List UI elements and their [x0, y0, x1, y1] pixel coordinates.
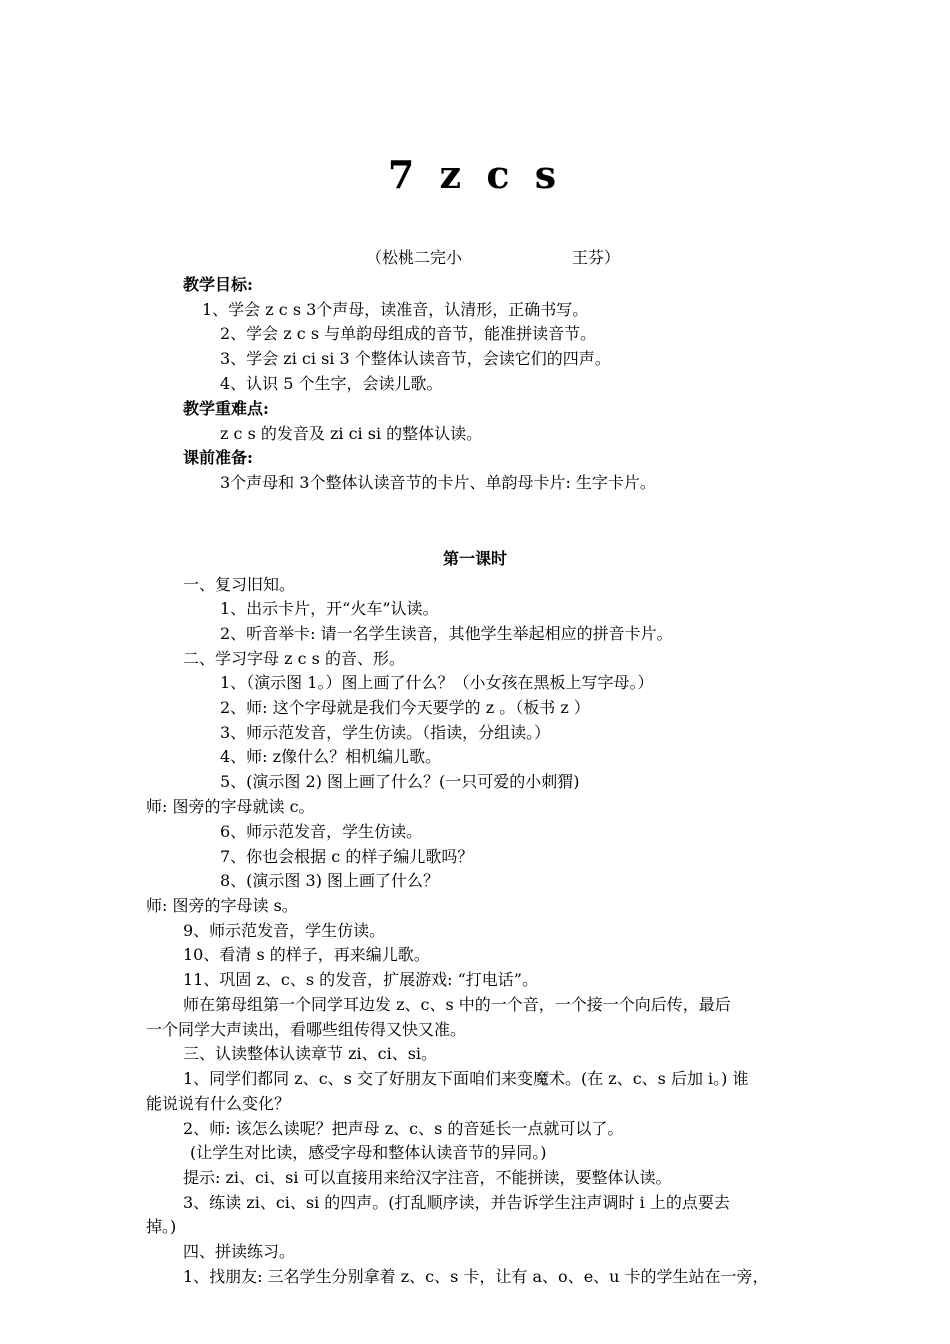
preparation-text: 3个声母和 3个整体认读音节的卡片、单韵母卡片: 生字卡片。 — [220, 473, 656, 492]
lesson-heading: 第一课时 — [442, 549, 507, 568]
body-line: 5、(演示图 2) 图上画了什么？(一只可爱的小刺猬) — [220, 772, 580, 791]
byline-school: （松桃二完小 — [366, 248, 463, 267]
body-line: 7、你也会根据 c 的样子编儿歌吗？ — [220, 847, 474, 866]
body-line: 9、师示范发音，学生仿读。 — [183, 921, 386, 940]
goal-item: 4、认识 5 个生字，会读儿歌。 — [220, 374, 443, 393]
key-points-text: z c s 的发音及 zi ci si 的整体认读。 — [220, 424, 483, 443]
body-line: 师: 图旁的字母就读 c。 — [146, 797, 315, 816]
body-line: 师: 图旁的字母读 s。 — [146, 896, 298, 915]
body-line: 提示: zi、ci、si 可以直接用来给汉字注音，不能拼读，要整体认读。 — [183, 1168, 672, 1187]
body-line: 8、(演示图 3) 图上画了什么？ — [220, 871, 440, 890]
goal-item: 3、学会 zi ci si 3 个整体认读音节，会读它们的四声。 — [220, 349, 611, 368]
body-line: (让学生对比读，感受字母和整体认读音节的异同。) — [190, 1143, 547, 1162]
body-line: 师在第母组第一个同学耳边发 z、c、s 中的一个音，一个接一个向后传，最后 — [183, 995, 731, 1014]
goals-heading: 教学目标: — [183, 275, 253, 294]
body-line: 一、复习旧知。 — [183, 575, 296, 594]
page-title: 7 z c s — [387, 152, 563, 197]
body-line: 能说说有什么变化？ — [146, 1094, 291, 1113]
body-line: 1、（演示图 1。）图上画了什么？（小女孩在黑板上写字母。） — [220, 673, 654, 692]
body-line: 四、拼读练习。 — [183, 1242, 296, 1261]
body-line: 掉。) — [146, 1217, 177, 1236]
body-line: 3、师示范发音，学生仿读。（指读，分组读。） — [220, 723, 551, 742]
body-line: 1、找朋友: 三名学生分别拿着 z、c、s 卡，让有 a、o、e、u 卡的学生站在一旁， — [183, 1267, 769, 1286]
goal-item: 1、学会 z c s 3个声母，读准音，认清形，正确书写。 — [202, 300, 589, 319]
goal-item: 2、学会 z c s 与单韵母组成的音节，能准拼读音节。 — [220, 324, 597, 343]
body-line: 一个同学大声读出，看哪些组传得又快又准。 — [146, 1020, 467, 1039]
body-line: 1、出示卡片，开“火车”认读。 — [220, 599, 439, 618]
body-line: 4、师: z像什么？相机编儿歌。 — [220, 747, 442, 766]
byline-teacher: 王芬） — [572, 248, 621, 267]
body-line: 10、看清 s 的样子，再来编儿歌。 — [183, 945, 430, 964]
body-line: 11、巩固 z、c、s 的发音，扩展游戏: “打电话”。 — [183, 970, 538, 989]
body-line: 2、听音举卡: 请一名学生读音，其他学生举起相应的拼音卡片。 — [220, 624, 673, 643]
body-line: 3、练读 zi、ci、si 的四声。(打乱顺序读，并告诉学生注声调时 i 上的点要去 — [183, 1193, 730, 1212]
preparation-heading: 课前准备: — [183, 448, 253, 467]
body-line: 6、师示范发音，学生仿读。 — [220, 822, 423, 841]
body-line: 1、同学们都同 z、c、s 交了好朋友下面咱们来变魔术。(在 z、c、s 后加 i。) 谁 — [183, 1069, 749, 1088]
body-line: 二、学习字母 z c s 的音、形。 — [183, 649, 405, 668]
body-line: 2、师: 该怎么读呢？把声母 z、c、s 的音延长一点就可以了。 — [183, 1119, 624, 1138]
body-line: 三、认读整体认读章节 zi、ci、si。 — [183, 1044, 438, 1063]
key-points-heading: 教学重难点: — [183, 399, 269, 418]
body-line: 2、师: 这个字母就是我们今天要学的 z 。（板书 z ） — [220, 698, 590, 717]
